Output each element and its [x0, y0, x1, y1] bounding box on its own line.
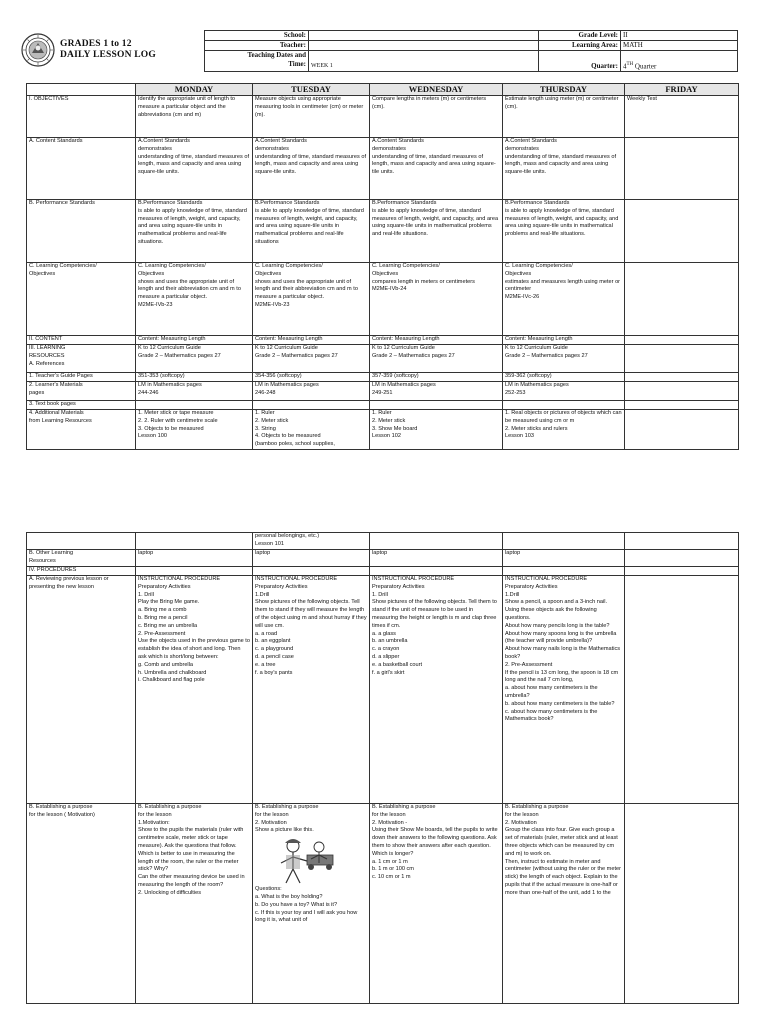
- cell-friday: Weekly Test: [625, 96, 739, 138]
- cell-thursday: 359-362 (softcopy): [503, 373, 625, 382]
- row-label: 2. Learner's Materials pages: [27, 382, 136, 401]
- cell-monday: A.Content Standards demonstrates understanding of time, standard measures of length, mass and capacity and area using square-tile units.: [136, 138, 253, 200]
- reviewing-tuesday: INSTRUCTIONAL PROCEDURE Preparatory Activities 1.Drill Show pictures of the following objects. Tell them to stand if they will measure the length of the object using m and shout hurray if they will use cm. a. a road b. an eggplant c. a playground d. a pencil case e. a tree f. a boy's pants: [253, 576, 370, 804]
- grade-level-value: II: [621, 31, 738, 41]
- teacher-value: [309, 41, 539, 51]
- cell-friday: [625, 373, 739, 382]
- header-table: [204, 30, 738, 72]
- lesson-row-0: [27, 96, 739, 138]
- cell-thursday: Content: Measuring Length: [503, 336, 625, 345]
- establishing-thursday: B. Establishing a purpose for the lesson 2. Motivation Group the class into four. Give each group a set of materials (ruler, meter stick and at least three objects which can be measured by cm and m) to work on. Then, instruct to estimate in meter and centimeter (without using the ruler or the meter stick) the length of each object. Explain to the pupils that if the actual measure is one-half or more than one-half of the unit, add 1 to the: [503, 804, 625, 1004]
- cell-thursday: C. Learning Competencies/ Objectives estimates and measures length using meter or centimeter M2ME-IVc-26: [503, 263, 625, 336]
- reviewing-wednesday: INSTRUCTIONAL PROCEDURE Preparatory Activities 1. Drill Show pictures of the following objects. Tell them to stand if the unit of measure to be used in measuring the height or length is m and clap three times if cm. a. a glass b. an umbrella c. a crayon d. a slipper e. a basketball court f. a girl's skirt: [370, 576, 503, 804]
- cell-friday: [625, 410, 739, 450]
- establishing-friday: [625, 804, 739, 1004]
- procedures-friday: [625, 567, 739, 576]
- cell-tuesday: B.Performance Standards is able to apply knowledge of time, standard measures of length, weight, and capacity, and area using square-tile units in mathematical problems and real-life situations: [253, 200, 370, 263]
- learning-area-label: Learning Area:: [539, 41, 621, 51]
- establishing-monday: B. Establishing a purpose for the lesson 1.Motivation: Show to the pupils the materials (ruler with centimetre scale, meter stick or tape measure). Ask the questions that follow. Which is better to use in measuring the length of the room, the ruler or the meter stick? Why? Can the other measuring device be used in measuring the length of the room? 2. Unlocking of difficulties: [136, 804, 253, 1004]
- establishing-wednesday: B. Establishing a purpose for the lesson 2. Motivation - Using their Show Me boards, tell the pupils to write down their answers to the following questions. Ask them to show their answers after each question. Which is longer? a. 1 cm or 1 m b. 1 m or 100 cm c. 10 cm or 1 m: [370, 804, 503, 1004]
- quarter-value: [621, 51, 738, 72]
- row-label: B. Performance Standards: [27, 200, 136, 263]
- cell-monday: K to 12 Curriculum Guide Grade 2 – Mathematics pages 27: [136, 345, 253, 373]
- learning-area-value: MATH: [621, 41, 738, 51]
- cell-wednesday: Content: Measuring Length: [370, 336, 503, 345]
- row-label: II. CONTENT: [27, 336, 136, 345]
- reviewing-thursday: INSTRUCTIONAL PROCEDURE Preparatory Activities 1.Drill Show a pencil, a spoon and a 3-inch nail. Using these objects ask the following questions. About how many pencils long is the table? About how many spoons long is the umbrella (the teacher will provide umbrella)? About how many nails long is the Mathematics book? 2. Pre-Assessment If the pencil is 13 cm long, the spoon is 18 cm long and the nail 7 cm long, a. about how many centimeters is the umbrella? b. about how many centimeters is the table? c. about how many centimeters is the Mathematics book?: [503, 576, 625, 804]
- teaching-dates-value: WEEK 1: [309, 51, 539, 72]
- other-learning-friday: [625, 550, 739, 567]
- day-header-blank: [27, 84, 136, 96]
- cell-wednesday: C. Learning Competencies/ Objectives compares length in meters or centimeters M2ME-IVb-24: [370, 263, 503, 336]
- day-header-monday: MONDAY: [136, 84, 253, 96]
- cell-thursday: A.Content Standards demonstrates understanding of time, standard measures of length, mass and capacity and area using square-tile units.: [503, 138, 625, 200]
- carry-over-tuesday: personal belongings, etc.) Lesson 101: [253, 533, 370, 550]
- cell-friday: [625, 382, 739, 401]
- row-label: 3. Text book pages: [27, 401, 136, 410]
- day-header-tuesday: TUESDAY: [253, 84, 370, 96]
- carry-over-thursday: [503, 533, 625, 550]
- cell-monday: B.Performance Standards is able to apply knowledge of time, standard measures of length, weight, and capacity, and area using square-tile units in mathematical problems and real-life situations.: [136, 200, 253, 263]
- school-value: [309, 31, 539, 41]
- reviewing-monday: INSTRUCTIONAL PROCEDURE Preparatory Activities 1. Drill Play the Bring Me game. a. Bring me a comb b. Bring me a pencil c. Bring me an umbrella 2. Pre-Assessment Use the objects used in the previous game to establish the idea of short and long. Then ask which is short/long between: g. Comb and umbrella h. Umbrella and chalkboard i. Chalkboard and flag pole: [136, 576, 253, 804]
- cell-wednesday: A.Content Standards demonstrates understanding of time, standard measures of length, mass and capacity and area using square-tile units.: [370, 138, 503, 200]
- cell-wednesday: B.Performance Standards is able to apply knowledge of time, standard measures of length, weight, and capacity, and area using square-tile units in mathematical problems and real-life situations.: [370, 200, 503, 263]
- school-label: School:: [205, 31, 309, 41]
- day-header-thursday: THURSDAY: [503, 84, 625, 96]
- other-learning-wednesday: laptop: [370, 550, 503, 567]
- day-header-wednesday: WEDNESDAY: [370, 84, 503, 96]
- cell-tuesday: A.Content Standards demonstrates understanding of time, standard measures of length, mass and capacity and area using square-tile units.: [253, 138, 370, 200]
- cell-friday: [625, 138, 739, 200]
- log-title: [60, 39, 156, 61]
- cell-tuesday: 354-356 (softcopy): [253, 373, 370, 382]
- cell-tuesday: 1. Ruler 2. Meter stick 3. String 4. Objects to be measured (bamboo poles, school supplies,: [253, 410, 370, 450]
- procedures-tuesday: [253, 567, 370, 576]
- cell-wednesday: 357-359 (softcopy): [370, 373, 503, 382]
- row-label: III. LEARNING RESOURCES A. References: [27, 345, 136, 373]
- procedures-monday: [136, 567, 253, 576]
- cell-friday: [625, 263, 739, 336]
- cell-monday: Identify the appropriate unit of length to measure a particular object and the abbreviations (cm and m): [136, 96, 253, 138]
- row-label: A. Content Standards: [27, 138, 136, 200]
- cell-monday: C. Learning Competencies/ Objectives shows and uses the appropriate unit of length and their abbreviation cm and m to measure a particular object. M2ME-IVb-23: [136, 263, 253, 336]
- teacher-label: Teacher:: [205, 41, 309, 51]
- cell-tuesday: K to 12 Curriculum Guide Grade 2 – Mathematics pages 27: [253, 345, 370, 373]
- cell-tuesday: LM in Mathematics pages 246-248: [253, 382, 370, 401]
- cell-thursday: Estimate length using meter (m) or centimeter (cm).: [503, 96, 625, 138]
- establishing-tuesday-text: B. Establishing a purpose for the lesson 2. Motivation Show a picture like this.: [255, 804, 319, 834]
- other-learning-thursday: laptop: [503, 550, 625, 567]
- deped-seal-icon: [21, 33, 55, 67]
- cell-monday: Content: Measuring Length: [136, 336, 253, 345]
- row-label-procedures: IV. PROCEDURES: [27, 567, 136, 576]
- cell-monday: [136, 401, 253, 410]
- lesson-row-9: [27, 410, 739, 450]
- carry-over-wednesday: [370, 533, 503, 550]
- row-label: 4. Additional Materials from Learning Resources: [27, 410, 136, 450]
- cell-monday: 351-353 (softcopy): [136, 373, 253, 382]
- row-label: C. Learning Competencies/ Objectives: [27, 263, 136, 336]
- cell-wednesday: [370, 401, 503, 410]
- cell-thursday: LM in Mathematics pages 252-253: [503, 382, 625, 401]
- carry-over-label: [27, 533, 136, 550]
- establishing-tuesday-questions: Questions: a. What is the boy holding? b. Do you have a toy? What is it? c. If this is your toy and I will ask you how long it is, what unit of: [255, 886, 358, 924]
- row-label: I. OBJECTIVES: [27, 96, 136, 138]
- cell-friday: [625, 200, 739, 263]
- grade-level-label: Grade Level:: [539, 31, 621, 41]
- boy-holding-toy-image: [271, 837, 341, 885]
- cell-wednesday: 1. Ruler 2. Meter stick 3. Show Me board Lesson 102: [370, 410, 503, 450]
- cell-thursday: K to 12 Curriculum Guide Grade 2 – Mathematics pages 27: [503, 345, 625, 373]
- carry-over-monday: [136, 533, 253, 550]
- lesson-row-6: [27, 373, 739, 382]
- carry-over-friday: [625, 533, 739, 550]
- row-label-reviewing: A. Reviewing previous lesson or presenting the new lesson: [27, 576, 136, 804]
- cell-tuesday: [253, 401, 370, 410]
- lesson-row-8: [27, 401, 739, 410]
- cell-monday: LM in Mathematics pages 244-246: [136, 382, 253, 401]
- teaching-dates-label-line1: Teaching Dates and: [247, 51, 306, 59]
- cell-thursday: B.Performance Standards is able to apply knowledge of time, standard measures of length, weight, and capacity, and area using square-tile units in mathematical problems and real-life situations.: [503, 200, 625, 263]
- quarter-suffix: TH: [626, 61, 634, 67]
- reviewing-friday: [625, 576, 739, 804]
- day-header-friday: FRIDAY: [625, 84, 739, 96]
- cell-thursday: [503, 401, 625, 410]
- cell-tuesday: Content: Measuring Length: [253, 336, 370, 345]
- cell-tuesday: Measure objects using appropriate measuring tools in centimeter (cm) or meter (m).: [253, 96, 370, 138]
- cell-wednesday: Compare lengths in meters (m) or centimeters (cm).: [370, 96, 503, 138]
- log-title-line1: GRADES 1 to 12: [60, 39, 132, 49]
- log-title-line2: DAILY LESSON LOG: [60, 50, 156, 60]
- cell-monday: 1. Meter stick or tape measure 2. 2. Ruler with centimetre scale 3. Objects to be measured Lesson 100: [136, 410, 253, 450]
- cell-friday: [625, 401, 739, 410]
- establishing-tuesday: [253, 804, 370, 1004]
- cell-wednesday: LM in Mathematics pages 249-251: [370, 382, 503, 401]
- row-label: 1. Teacher's Guide Pages: [27, 373, 136, 382]
- quarter-text: Quarter: [633, 62, 657, 70]
- lesson-row-5: [27, 345, 739, 373]
- teaching-dates-label-line2: Time:: [288, 60, 306, 68]
- row-label-other-learning: B. Other Learning Resources: [27, 550, 136, 567]
- lesson-log-table-page2: [26, 532, 739, 1004]
- lesson-row-3: [27, 263, 739, 336]
- lesson-row-4: [27, 336, 739, 345]
- other-learning-tuesday: laptop: [253, 550, 370, 567]
- other-learning-monday: laptop: [136, 550, 253, 567]
- row-label-establishing: B. Establishing a purpose for the lesson ( Motivation): [27, 804, 136, 1004]
- lesson-row-2: [27, 200, 739, 263]
- procedures-thursday: [503, 567, 625, 576]
- lesson-log-table: [26, 83, 739, 450]
- procedures-wednesday: [370, 567, 503, 576]
- cell-tuesday: C. Learning Competencies/ Objectives shows and uses the appropriate unit of length and their abbreviation cm and m to measure a particular object. M2ME-IVb-23: [253, 263, 370, 336]
- quarter-number: 4: [623, 62, 627, 70]
- cell-friday: [625, 345, 739, 373]
- cell-thursday: 1. Real objects or pictures of objects which can be measured using cm or m 2. Meter sticks and rulers Lesson 103: [503, 410, 625, 450]
- lesson-row-1: [27, 138, 739, 200]
- cell-wednesday: K to 12 Curriculum Guide Grade 2 – Mathematics pages 27: [370, 345, 503, 373]
- cell-friday: [625, 336, 739, 345]
- teaching-dates-label: [205, 51, 309, 72]
- lesson-row-7: [27, 382, 739, 401]
- quarter-label: Quarter:: [539, 51, 621, 72]
